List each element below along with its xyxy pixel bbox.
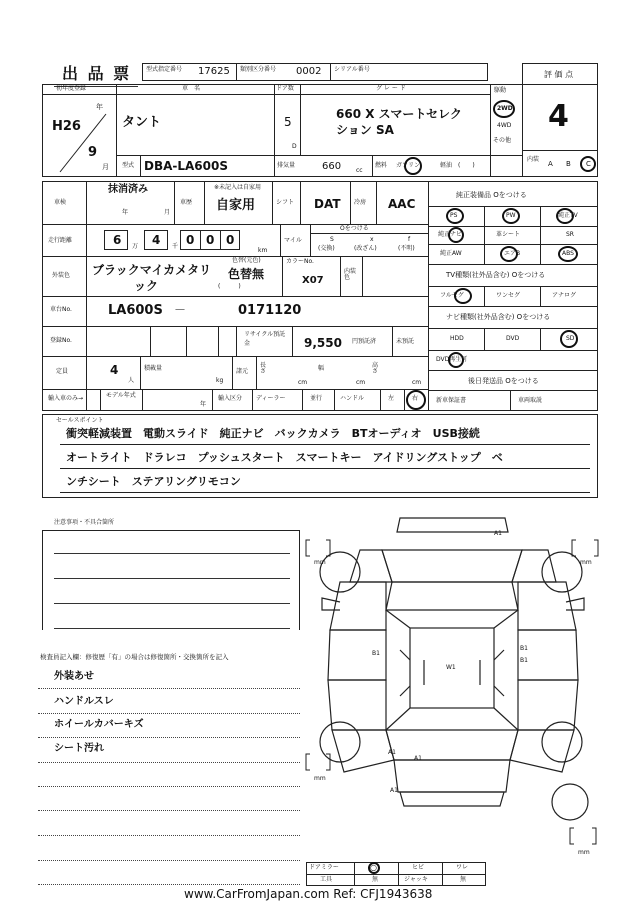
mirror-break: ワレ (456, 864, 469, 871)
damage-mark-roof: W1 (446, 664, 456, 671)
fuel-label: 燃料 (375, 162, 388, 169)
usage-value: 自家用 (216, 198, 256, 213)
car-name-label: 車 名 (182, 85, 201, 92)
import-type-label: 輸入区分 (218, 395, 243, 402)
damage-mark-front-bumper: A1 (494, 530, 502, 537)
doors-label: ドア数 (276, 85, 294, 92)
shaken-remark: ※未記入は自家用 (214, 184, 262, 191)
nav-sd-circle (560, 330, 578, 348)
fuel-diesel: 軽油 (440, 162, 453, 169)
oem-navi-circle (448, 227, 464, 243)
sales-point-line-3: ンチシート ステアリングリモコン (66, 475, 241, 488)
grade-line1: 660 X スマートセレク (336, 107, 462, 121)
model-value: DBA-LA600S (144, 159, 228, 173)
sales-points-label: セールスポイント (56, 417, 104, 424)
interior-grade-c: C (586, 160, 591, 168)
mirror-label: ドアミラー (309, 864, 339, 871)
width-unit: cm (356, 379, 366, 386)
damage-mark-right-door-front: B1 (520, 645, 528, 652)
mileage-digit-3: 0 (186, 233, 195, 247)
color-no-label: カラーNo. (286, 258, 314, 265)
interior-grade-a: A (548, 160, 553, 168)
load-label: 積載量 (144, 365, 163, 372)
tread-unit-fr: mm (580, 559, 592, 566)
score-label: 評 価 点 (544, 70, 574, 79)
import-label: 輸入車のみ→ (48, 395, 84, 402)
oem-abs-circle (558, 246, 578, 262)
oem-airbag: エアB (504, 250, 521, 257)
oem-navi: 純正ナビ (438, 231, 463, 238)
mileage-digit-4: 0 (206, 233, 215, 247)
orig-color-value: 色替無 (228, 267, 265, 281)
score-value: 4 (548, 99, 569, 134)
dvd-playback: DVD再生可 (436, 356, 468, 363)
drive-other: その他 (493, 137, 512, 144)
chassis-dash: － (174, 303, 187, 317)
meter-unknown: (不明) (398, 245, 415, 252)
shaken-month-unit: 月 (164, 209, 171, 216)
meter-label: マイル (284, 237, 302, 244)
tv-fullseg: フルセグ (440, 292, 464, 299)
inspector-item-3: ホイールカバーキズ (54, 719, 144, 730)
model-year-unit: 年 (200, 401, 207, 408)
meter-s: S (330, 236, 334, 243)
grade-line2: ション SA (336, 123, 394, 137)
handle-left: 左 (388, 395, 395, 402)
tools-value: 無 (372, 876, 379, 883)
ruibetsu-label: 類別区分番号 (240, 66, 277, 73)
chassis-number: 0171120 (238, 303, 302, 318)
chassis-label: 車台No. (50, 306, 72, 313)
month-unit: 月 (102, 163, 109, 171)
date-slash-icon (58, 112, 108, 174)
doors-unit: D (292, 143, 297, 150)
oem-sr: SR (566, 231, 574, 238)
dvd-playback-circle (448, 352, 464, 368)
fuel-other-paren: ( ) (458, 162, 475, 169)
length-label: 長さ (260, 362, 267, 375)
oem-tv: 純正TV (558, 212, 578, 219)
car-name: タント (122, 115, 162, 130)
first-reg-era: H26 (52, 119, 81, 134)
nav-sd: SD (566, 335, 575, 342)
chassis-model: LA600S (108, 303, 163, 318)
color-line1: ブラックマイカメタリ (92, 263, 212, 277)
mileage-km-unit: km (258, 247, 268, 254)
mirror-ok-circle (368, 862, 380, 874)
displacement-value: 660 (322, 161, 342, 172)
oem-leather: 革シート (496, 231, 521, 238)
oem-pw: PW (506, 212, 516, 219)
mirror-crack: ヒビ (412, 864, 425, 871)
nav-header: ナビ種類(社外品含む) Oをつける (446, 313, 551, 321)
interior-grade-b: B (566, 160, 571, 168)
nav-hdd: HDD (450, 335, 464, 342)
nav-dvd: DVD (506, 335, 520, 342)
orig-color-paren: ( ) (218, 283, 241, 290)
tv-oneseg: ワンセグ (496, 292, 521, 299)
watermark: www.CarFromJapan.com Ref: CFJ1943638 (184, 887, 433, 901)
drive-2wd: 2WD (497, 105, 513, 112)
interior-grade-circle (580, 156, 596, 172)
sheet-title: 出 品 票 (62, 64, 132, 83)
notes-box (42, 530, 300, 630)
after-header: 後日発送品 Oをつける (468, 377, 539, 385)
inspector-item-2: ハンドルスレ (54, 696, 114, 707)
width-label: 幅 (318, 365, 325, 372)
jack-value: 無 (460, 876, 467, 883)
tread-unit-rr: mm (578, 849, 590, 856)
sales-point-line-2: オートライト ドラレコ プッシュスタート スマートキー アイドリングストップ ベ (66, 451, 503, 464)
inspector-label: 検査員記入欄：修復歴「有」の場合は修復箇所・交換箇所を記入 (40, 653, 229, 661)
katashiki-value: 17625 (198, 66, 230, 77)
drive-label: 駆動 (494, 87, 507, 94)
mileage-label: 走行距離 (48, 237, 73, 244)
load-unit: kg (216, 377, 224, 384)
after-warranty: 新車保証書 (436, 397, 467, 404)
meter-tampered: (改ざん) (354, 245, 377, 252)
serial-label: シリアル番号 (334, 66, 370, 73)
interior-grade-label: 内装 (527, 156, 540, 163)
drive-4wd: 4WD (497, 122, 512, 129)
recycle-unpaid: 未預託 (396, 338, 415, 345)
color-label: 外装色 (52, 272, 71, 279)
dims-label: 諸元 (236, 368, 249, 375)
color-no-value: X07 (302, 275, 324, 286)
notes-label: 注意事項・不具合箇所 (54, 519, 115, 526)
oem-ps: PS (450, 212, 458, 219)
handle-label: ハンドル (340, 395, 365, 402)
oem-aw: 純正AW (440, 250, 462, 257)
shaken-label: 車検 (54, 199, 67, 206)
shaken-status: 抹消済み (108, 184, 148, 195)
meter-exchange: (交換) (318, 245, 335, 252)
mileage-digit-1: 6 (113, 233, 122, 247)
height-label: 高さ (372, 362, 379, 375)
meter-x: x (370, 236, 374, 243)
doors-value: 5 (284, 115, 292, 129)
damage-mark-left-door: B1 (372, 650, 380, 657)
oem-header: 純正装備品 Oをつける (456, 191, 527, 199)
shaken-year-unit: 年 (122, 209, 129, 216)
interior-color-label: 内装色 (344, 268, 357, 281)
damage-mark-rear-left: A1 (388, 749, 396, 756)
after-manual: 車両取説 (518, 397, 543, 404)
tv-header: TV種類(社外品含む) Oをつける (446, 271, 546, 279)
handle-right: 右 (412, 395, 419, 402)
tread-unit-rl: mm (314, 775, 326, 782)
recycle-status: 円預託済 (352, 338, 377, 345)
jack-label: ジャッキ (404, 876, 428, 883)
sales-point-line-1: 衝突軽減装置 電動スライド 純正ナビ バックカメラ BTオーディオ USB接続 (66, 427, 480, 440)
meter-f: f (408, 236, 411, 243)
color-line2: ック (134, 279, 159, 293)
recycle-amount: 9,550 (304, 336, 342, 350)
recycle-label: リサイクル預託金 (244, 331, 286, 347)
car-damage-diagram (300, 510, 610, 860)
tv-fullseg-circle (454, 288, 472, 304)
shift-label: シフト (276, 199, 295, 206)
reg-no-label: 登録No. (50, 337, 72, 344)
capacity-unit: 人 (128, 377, 135, 384)
usage-label: 車歴 (180, 199, 193, 206)
import-parallel: 並行 (310, 395, 323, 402)
capacity-label: 定員 (56, 368, 69, 375)
shift-value: DAT (314, 197, 341, 211)
grade-label: グ レ ー ド (376, 85, 406, 92)
inspector-item-4: シート汚れ (54, 743, 104, 754)
meter-circle-note: Oをつける (340, 225, 369, 232)
fuel-gasoline-circle (404, 157, 422, 175)
katashiki-label: 型式指定番号 (146, 66, 183, 73)
damage-mark-trunk: A1 (414, 755, 422, 762)
import-dealer: ディーラー (256, 395, 286, 402)
inspector-item-1: 外装あせ (54, 671, 94, 682)
first-reg-month: 9 (88, 145, 98, 160)
length-unit: cm (298, 379, 308, 386)
height-unit: cm (412, 379, 422, 386)
displacement-unit: cc (356, 167, 363, 174)
displacement-label: 排気量 (277, 162, 296, 169)
capacity-value: 4 (110, 363, 119, 377)
tread-unit-fl: mm (314, 559, 326, 566)
year-unit: 年 (96, 103, 103, 111)
oem-ps-circle (446, 208, 464, 224)
fuel-value: ガソリン (396, 162, 421, 169)
tools-label: 工具 (320, 876, 333, 883)
mirror-ok: ○ (370, 863, 377, 872)
orig-color-label: 色替(元色) (232, 257, 261, 264)
oem-pw-circle (502, 208, 520, 224)
mileage-sen-unit: 千 (172, 243, 179, 250)
oem-tv-circle (556, 208, 574, 224)
handle-right-circle (406, 390, 426, 410)
tv-analog: アナログ (552, 292, 577, 299)
oem-airbag-circle (500, 246, 521, 262)
ruibetsu-value: 0002 (296, 66, 322, 77)
mileage-digit-5: 0 (226, 233, 235, 247)
mileage-man-unit: 万 (132, 243, 139, 250)
damage-mark-rear-bumper: A1 (390, 787, 398, 794)
damage-mark-right-door-rear: B1 (520, 657, 528, 664)
model-year-label: モデル年式 (106, 392, 136, 399)
oem-abs: ABS (562, 250, 574, 257)
first-reg-label: 初年度登録 (56, 85, 87, 92)
model-label: 型式 (122, 162, 135, 169)
aircon-value: AAC (388, 197, 416, 211)
mileage-digit-2: 4 (152, 233, 161, 247)
aircon-label: 冷房 (354, 199, 367, 206)
